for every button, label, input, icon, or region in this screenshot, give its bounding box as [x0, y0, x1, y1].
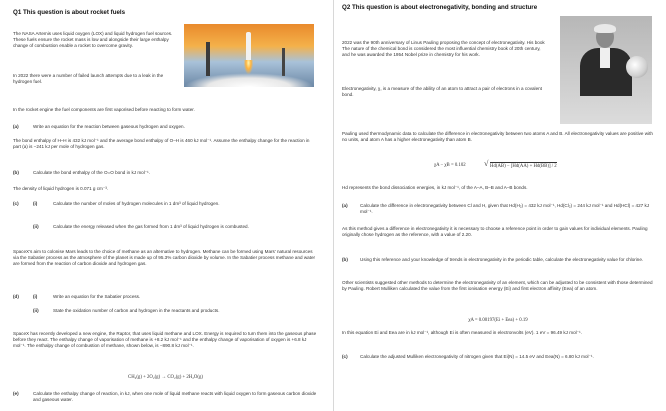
q1-title: Q1 This question is about rocket fuels — [13, 9, 126, 16]
q2-title: Q2 This question is about electronegativity, bonding and structure — [342, 4, 538, 11]
q1-para-4: SpaceX's aim to colonise Mars leads to the choice of methane as an alternative to hydrogen. Methane can be formed using Mars' natural resources via the Sabatier process as the atmosphere of the planet is made up of 95.3% carbon dioxide by volume. In the Sabatier process methane and water are formed from the reaction of carbon dioxide and hydrogen gas. — [13, 249, 316, 267]
q2-intro-1: 2022 was the 90th anniversary of Linus Pauling proposing the concept of electronegativity. His book The nature of the chemical bond is considered the most influential chemistry book of 20th century, and he was awarded the 1954 Nobel prize in chemistry for his work. — [342, 40, 545, 58]
q1-intro-2: In 2022 there were a number of failed launch attempts due to a leak in the hydrogen fuel. — [13, 73, 164, 85]
q2b-text: Using this reference and your knowledge of trends in electronegativity in the periodic table, calculate the electronegativity value for chlorine. — [360, 257, 644, 262]
rocket-launch-image — [184, 24, 314, 87]
q1c-label: (c) — [13, 201, 19, 206]
q1di-label: (i) — [33, 294, 38, 299]
q1a-text: Write an equation for the reaction between gaseous hydrogen and oxygen. — [33, 124, 185, 129]
pauling-equation-radicand: Hd(AB) − [Hd(AA) + Hd(BB)] / 2 — [490, 163, 557, 169]
q1cii-text: Calculate the energy released when the gas formed from 1 dm³ of liquid hydrogen is combusted. — [53, 224, 249, 229]
q1e-label: (e) — [13, 391, 19, 396]
q1dii-text: State the oxidation number of carbon and hydrogen in the reactants and products. — [53, 308, 220, 313]
q2-para-4: Other scientists suggested other methods to determine the electronegativity of an element, which can be adjusted to be consistent with those determined by Pauling. Robert Mulliken calculated the value from the first ionisation energy (Ei) and first electron affinity (Eea) of an atom. — [342, 280, 653, 292]
q2-intro-2: Electronegativity, χ, is a measure of the ability of an atom to attract a pair of electrons in a covalent bond. — [342, 86, 542, 98]
q2c-label: (c) — [342, 354, 348, 359]
q1-para-5: SpaceX has recently developed a new engine, the Raptor, that uses liquid methane and LOX. Energy is required to turn them into the gaseous phase before they react. The enthalpy change of vaporisation of methane is +8.2 kJ mol⁻¹ and the enthalpy change of vaporisation of oxygen is +6.8 kJ mol⁻¹. The enthalpy change of combustion of methane, shown below, is −890.8 kJ mol⁻¹. — [13, 331, 317, 349]
q2a-label: (a) — [342, 203, 348, 208]
q1d-label: (d) — [13, 294, 19, 299]
q1ci-label: (i) — [33, 201, 38, 206]
q1-intro-1: The NASA Artemis uses liquid oxygen (LOX) and liquid hydrogen fuel sources. These fuels ensure the rocket mass is low and alongside their large enthalpy change of combustion enable a rocket to overcome gravity. — [13, 31, 173, 49]
q2a-text: Calculate the difference in electronegativity between Cl and H, given that Hd(H₂) = 432 kJ mol⁻¹, Hd(Cl₂) = 244 kJ mol⁻¹ and Hd(HCl) = 427 kJ mol⁻¹. — [360, 203, 650, 215]
q1e-text: Calculate the enthalpy change of reaction, in kJ, when one mole of liquid methane reacts with liquid oxygen to form gaseous carbon dioxide and gaseous water. — [33, 391, 317, 403]
combustion-equation: CH₄(g) + 2O₂(g) → CO₂(g) + 2H₂O(g) — [128, 375, 203, 380]
q1dii-label: (ii) — [33, 308, 39, 313]
q2-para-2: Hd represents the bond dissociation energies, in kJ mol⁻¹, of the A–A, B–B and A–B bonds. — [342, 185, 528, 190]
q1a-label: (a) — [13, 124, 19, 129]
q2-para-3: As this method gives a difference in electronegativity it is necessary to choose a reference point in order to gain values for individual elements. Pauling originally chose hydrogen as the reference, with a value of 2.20. — [342, 226, 648, 238]
q1-para-1: In the rocket engine the fuel components are first vaporised before reacting to form water. — [13, 107, 195, 112]
mulliken-equation: χA = 0.00197(Ei + Eea) + 0.19 — [468, 318, 528, 323]
q2-para-1: Pauling used thermodynamic data to calculate the difference in electronegativity between two atoms A and B. All electronegativity values are positive with no units, and atom A has a higher electronegativity than atom B. — [342, 131, 653, 143]
pauling-equation-lhs: χA − χB = 0.102 — [434, 163, 466, 168]
q2-para-5: In this equation Ei and Eea are in kJ mol⁻¹, although Ei is often measured in electronvolts (eV). 1 eV = 96.49 kJ mol⁻¹. — [342, 330, 582, 335]
page-q2 — [334, 0, 666, 411]
q1cii-label: (ii) — [33, 224, 39, 229]
sqrt-icon: √ — [484, 159, 489, 168]
pauling-equation — [434, 159, 654, 175]
q1-para-3: The density of liquid hydrogen is 0.071 g cm⁻³. — [13, 186, 109, 191]
q2b-label: (b) — [342, 257, 348, 262]
linus-pauling-portrait — [560, 16, 652, 124]
q1-para-2: The bond enthalpy of H–H is 432 kJ mol⁻¹ and the average bond enthalpy of O–H is 460 kJ mol⁻¹. Assume the enthalpy change for the reaction in part (a) is −241 kJ per mole of hydrogen gas. — [13, 138, 310, 150]
q1di-text: Write an equation for the Sabatier process. — [53, 294, 141, 299]
q2c-text: Calculate the adjusted Mulliken electronegativity of nitrogen given that Ei(N) = 14.5 eV and Eea(N) = 6.80 kJ mol⁻¹. — [360, 354, 594, 359]
q1ci-text: Calculate the number of moles of hydrogen molecules in 1 dm³ of liquid hydrogen. — [53, 201, 220, 206]
q1b-text: Calculate the bond enthalpy of the O=O bond in kJ mol⁻¹. — [33, 170, 150, 175]
q1b-label: (b) — [13, 170, 19, 175]
